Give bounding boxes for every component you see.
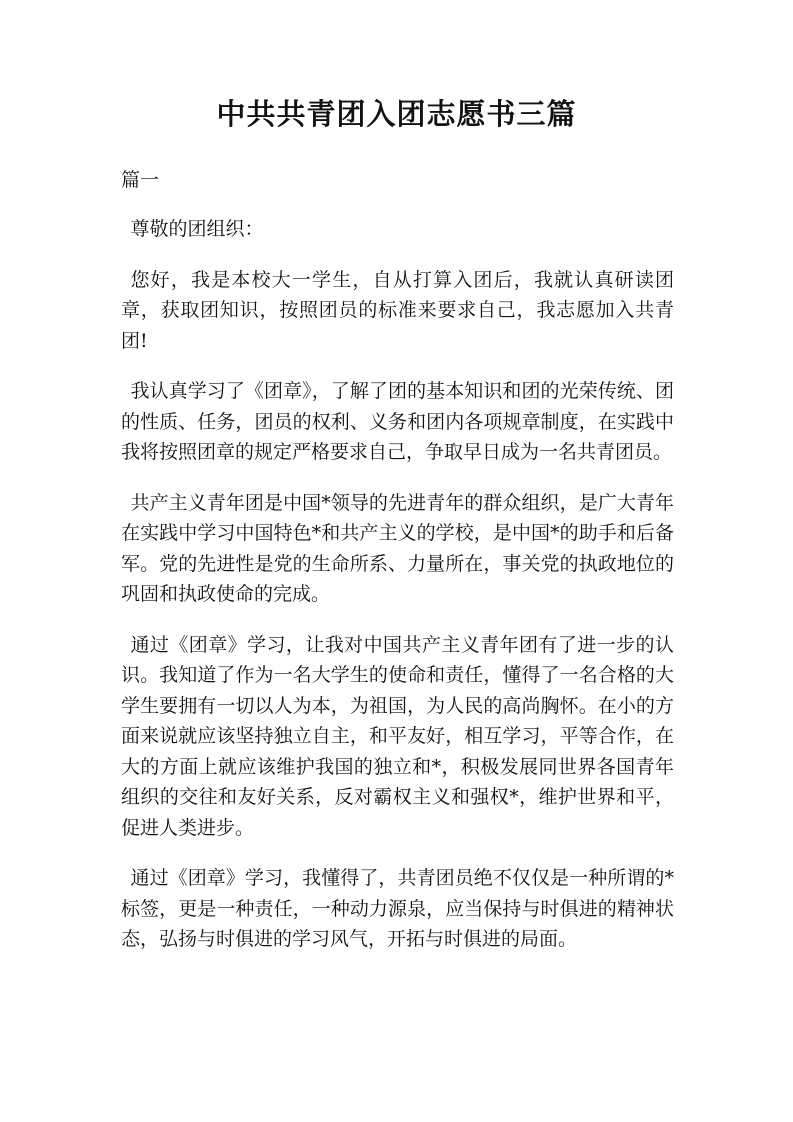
document-title: 中共共青团入团志愿书三篇 — [216, 97, 577, 131]
document-body — [121, 214, 674, 975]
salutation-paragraph: 尊敬的团组织： — [130, 218, 264, 240]
body-paragraph: 您好，我是本校大一学生，自从打算入团后，我就认真研读团章，获取团知识，按照团员的标准来要求自己，我志愿加入共青团! — [121, 268, 674, 352]
body-paragraph: 通过《团章》学习，我懂得了，共青团员绝不仅仅是一种所谓的*标签，更是一种责任，一种动力源泉，应当保持与时俱进的精神状态，弘扬与时俱进的学习风气，开拓与时俱进的局面。 — [121, 867, 674, 950]
body-paragraph: 共产主义青年团是中国*领导的先进青年的群众组织，是广大青年在实践中学习中国特色*和共产主义的学校，是中国*的助手和后备军。党的先进性是党的生命所系、力量所在，事关党的执政地位的巩固和执政使命的完成。 — [121, 491, 674, 605]
body-paragraph: 我认真学习了《团章》，了解了团的基本知识和团的光荣传统、团的性质、任务，团员的权利、义务和团内各项规章制度，在实践中我将按照团章的规定严格要求自己，争取早日成为一名共青团员。 — [121, 380, 674, 463]
body-paragraph: 通过《团章》学习，让我对中国共产主义青年团有了进一步的认识。我知道了作为一名大学生的使命和责任，懂得了一名合格的大学生要拥有一切以人为本，为祖国，为人民的高尚胸怀。在小的方面来说就应该坚持独立自主，和平友好，相互学习，平等合作，在大的方面上就应该维护我国的独立和*，积极发展同世界各国青年组织的交往和友好关系，反对霸权主义和强权*，维护世界和平，促进人类进步。 — [121, 633, 674, 839]
section-label: 篇一 — [121, 169, 160, 191]
